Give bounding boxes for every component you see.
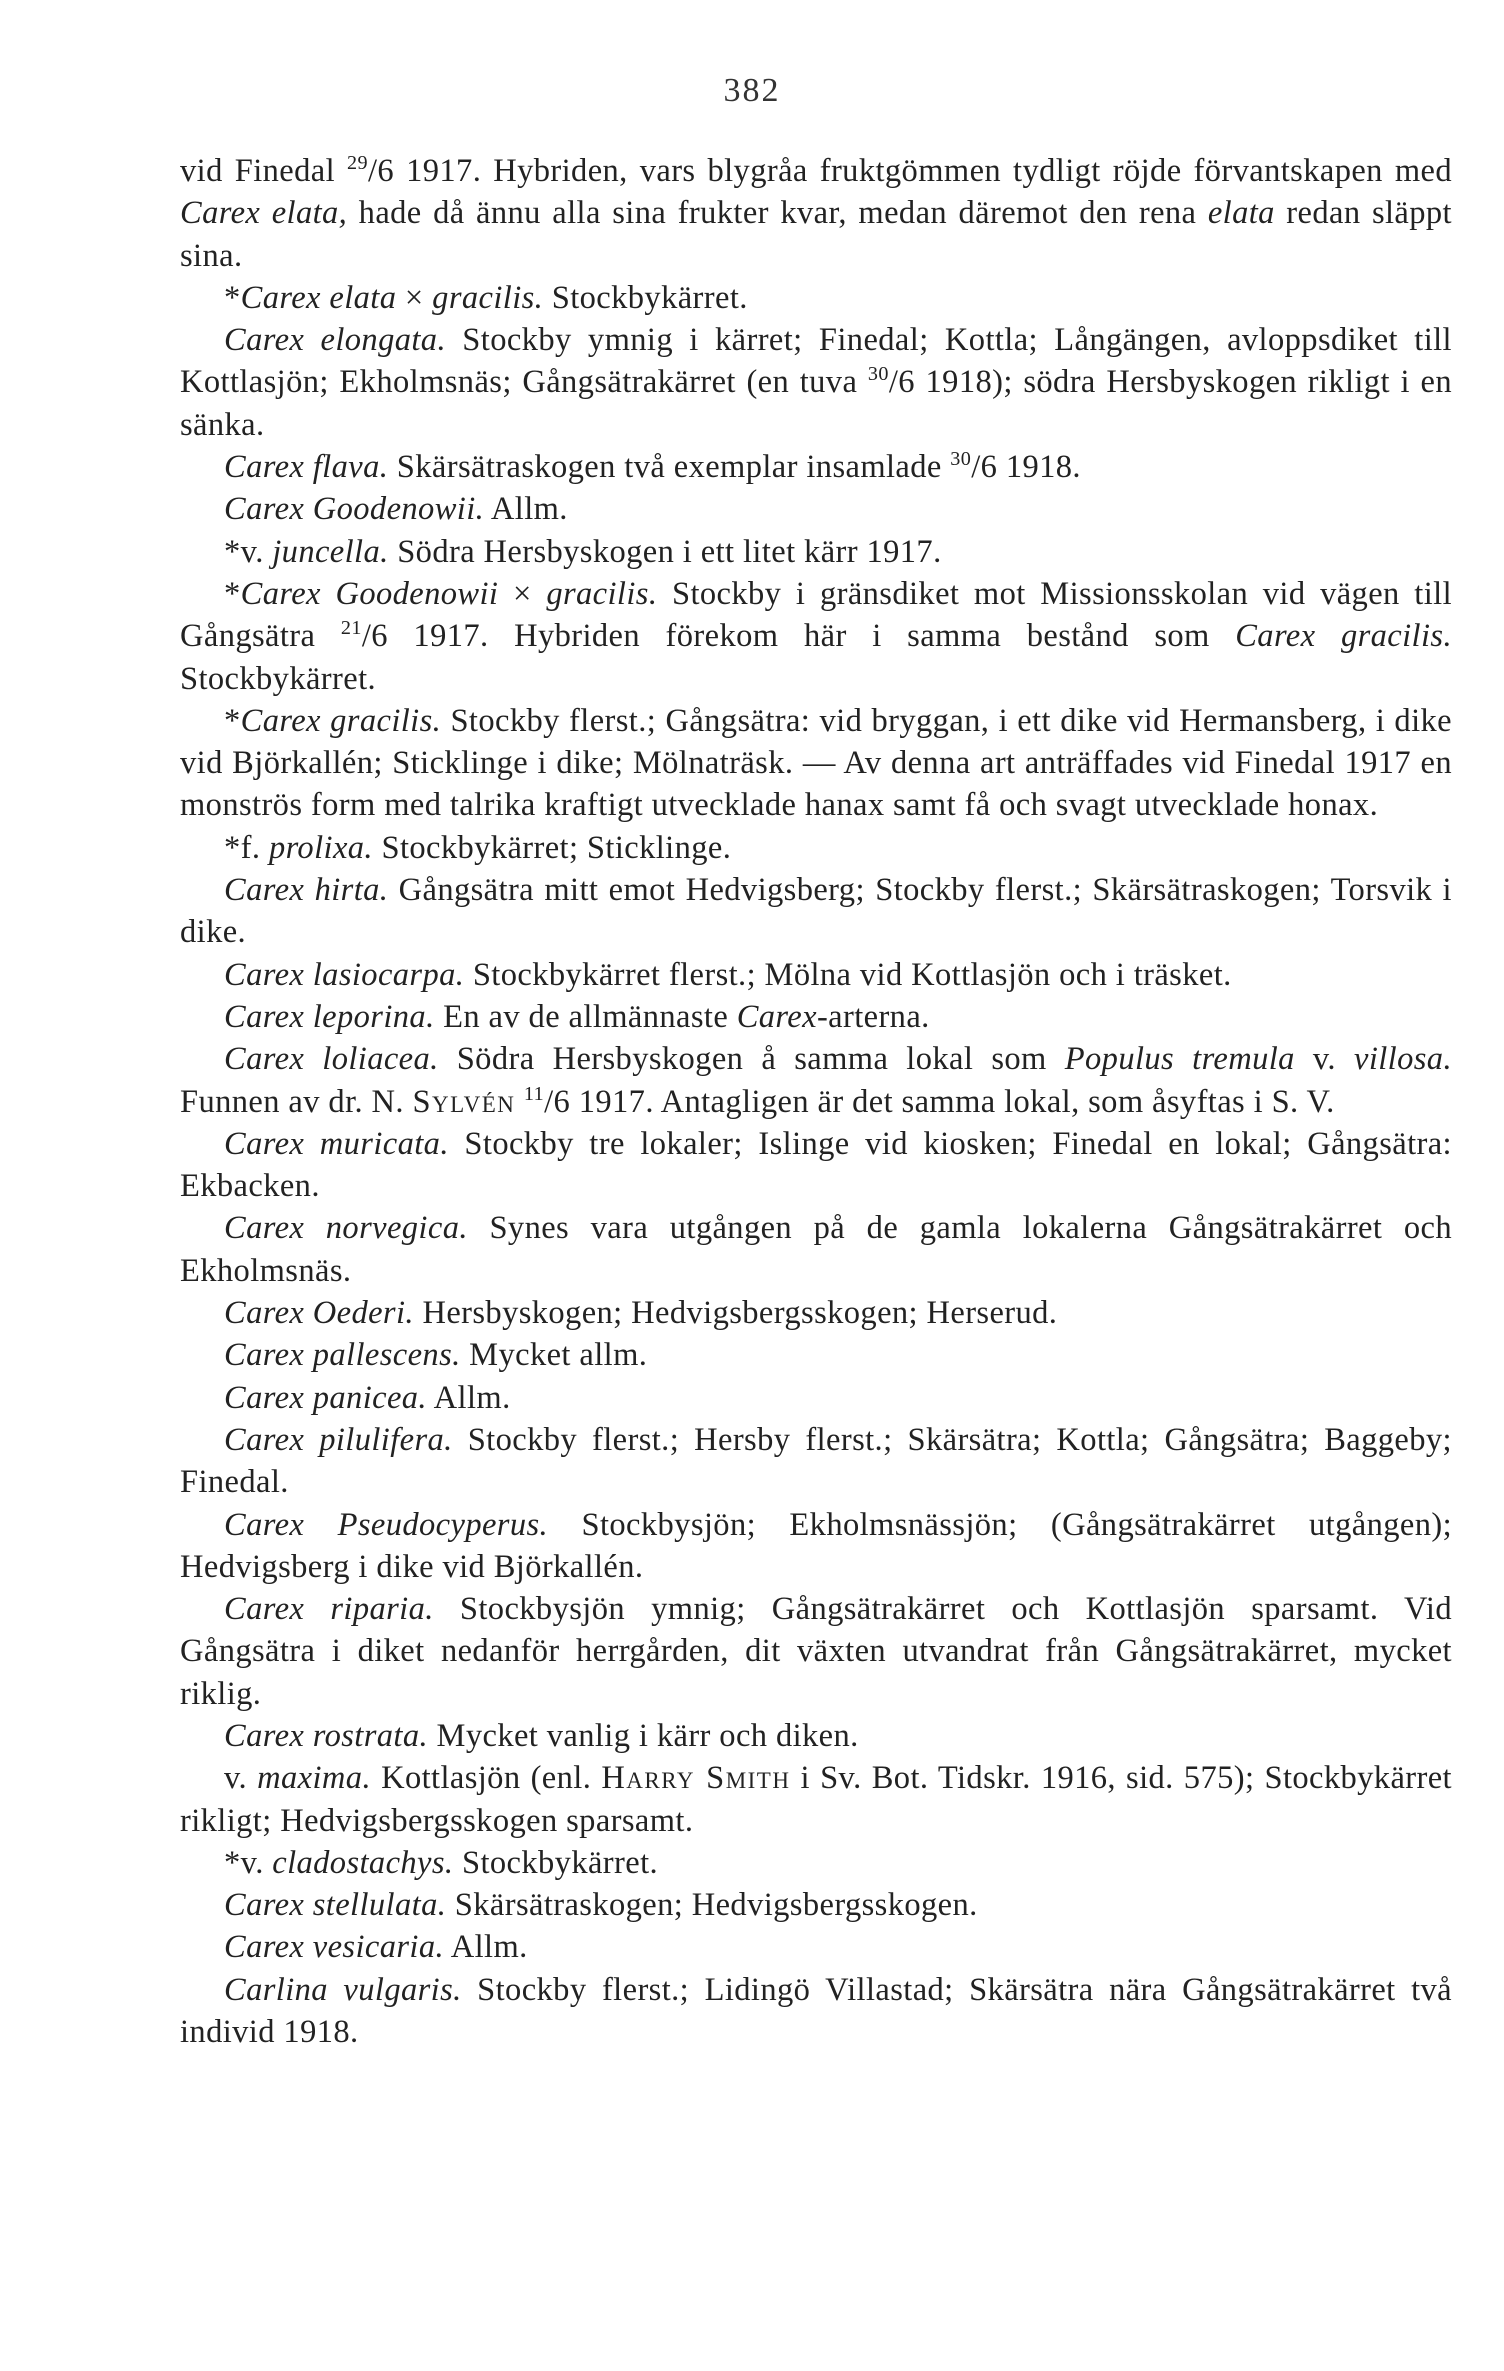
entry-text: /6 1917. Antagligen är det samma lokal, som åsyftas i S. V.	[544, 1083, 1335, 1120]
taxon-name: Carex pilulifera.	[224, 1421, 453, 1458]
entry-text: redan släppt sina.	[180, 195, 1452, 274]
entry-text: *v.	[224, 533, 273, 570]
entry-text: Kottlasjön (enl.	[370, 1760, 602, 1797]
taxon-name: Carex flava.	[224, 449, 389, 486]
taxon-name: Carex Oederi.	[224, 1295, 414, 1332]
entry-text: Skärsätraskogen två exemplar insamlade	[388, 449, 951, 486]
taxon-name: juncella.	[272, 533, 389, 570]
taxon-name: Carex loliacea.	[224, 1041, 439, 1078]
entry-text: Funnen av dr. N.	[180, 1083, 413, 1120]
taxon-name: maxima.	[257, 1760, 371, 1797]
entry-text: ×	[498, 575, 547, 612]
entry-text: Stockbysjön ymnig; Gångsätrakärret och Kottlasjön sparsamt. Vid Gångsätra i diket nedanför herrgården, dit växten utvandrat från Gångsätrakärret, mycket riklig.	[180, 1591, 1452, 1712]
taxon-name: Carex panicea.	[224, 1379, 427, 1416]
taxon-name: villosa.	[1354, 1041, 1452, 1078]
taxon-name: cladostachys.	[272, 1844, 454, 1881]
entry-text: Mycket allm.	[460, 1337, 648, 1374]
species-entry	[180, 1123, 1452, 1208]
taxon-name: Carex Goodenowii	[240, 575, 499, 612]
species-entry	[180, 1884, 1452, 1926]
taxon-name: Carex stellulata.	[224, 1887, 447, 1924]
entry-text: Stockby ymnig i kärret; Finedal; Kottla; Långängen, avloppsdiket till Kottlasjön; Ekholmsnäs; Gångsätrakärret (en tuva	[180, 322, 1452, 401]
entry-text: Stockby flerst.; Gångsätra: vid bryggan, i ett dike vid Hermansberg, i dike vid Björkallén; Sticklinge i dike; Mölnaträsk. — Av denna art anträffades vid Finedal 1917 en monströs form med talrika kraftigt utvecklade hanax samt få och svagt utvecklade honax.	[180, 702, 1452, 824]
entry-text: Allm.	[484, 491, 568, 528]
taxon-name: Carex lasiocarpa.	[224, 956, 465, 993]
page-number: 382	[723, 72, 781, 109]
entry-text: /6 1918.	[971, 449, 1081, 486]
entry-text: Stockbykärret flerst.; Mölna vid Kottlasjön och i träsket.	[464, 956, 1232, 993]
entry-text: Södra Hersbyskogen i ett litet kärr 1917.	[388, 533, 942, 570]
date-superscript: 29	[347, 152, 368, 175]
entry-text: Allm.	[444, 1929, 528, 1966]
entry-text: Gångsätra mitt emot Hedvigsberg; Stockby flerst.; Skärsätraskogen; Torsvik i dike.	[180, 872, 1452, 951]
entry-text: Synes vara utgången på de gamla lokalerna Gångsätrakärret och Ekholmsnäs.	[180, 1210, 1452, 1289]
taxon-name: Carex rostrata.	[224, 1717, 429, 1754]
taxon-name: Carex leporina.	[224, 998, 435, 1035]
taxon-name: gracilis.	[432, 279, 544, 316]
taxon-name: Carex gracilis.	[1235, 618, 1452, 655]
entry-text: Stockbykärret.	[453, 1844, 659, 1881]
entry-text: Stockby flerst.; Lidingö Villastad; Skärsätra nära Gångsätrakärret två individ 1918.	[180, 1971, 1452, 2051]
taxon-name: Carex hirta.	[224, 872, 389, 909]
entry-text: Stockbysjön; Ekholmsnässjön; (Gångsätrakärret utgången); Hedvigsberg i dike vid Björkallén.	[180, 1506, 1453, 1585]
entry-text: Stockby tre lokaler; Islinge vid kiosken; Finedal en lokal; Gångsätra: Ekbacken.	[180, 1125, 1452, 1205]
entry-text: Hersbyskogen; Hedvigsbergsskogen; Herserud.	[413, 1295, 1058, 1332]
taxon-name: elata	[1207, 195, 1275, 232]
date-superscript: 11	[523, 1082, 545, 1105]
species-entry	[180, 573, 1452, 700]
entry-text: ×	[396, 279, 433, 316]
entry-text: Stockbykärret.	[180, 660, 377, 697]
text-body	[180, 150, 1452, 2053]
entry-text: Skärsätraskogen; Hedvigsbergsskogen.	[446, 1887, 978, 1924]
entry-text: v.	[224, 1760, 258, 1797]
taxon-name: Carex elata,	[180, 195, 348, 232]
species-entry	[180, 1926, 1452, 1968]
taxon-name: prolixa.	[268, 829, 373, 866]
taxon-name: Carlina vulgaris.	[224, 1971, 462, 2008]
taxon-name: Carex	[736, 998, 817, 1035]
entry-text: -arterna.	[816, 998, 930, 1035]
entry-text: v.	[1294, 1041, 1354, 1078]
species-entry	[180, 1334, 1452, 1376]
taxon-name: Carex vesicaria.	[224, 1929, 444, 1966]
taxon-name: Carex norvegica.	[224, 1210, 468, 1247]
taxon-name: Carex elata	[240, 279, 397, 316]
species-entry	[180, 488, 1452, 530]
species-entry	[180, 954, 1452, 996]
species-entry	[180, 446, 1452, 488]
species-entry	[180, 1419, 1452, 1504]
entry-text: Södra Hersbyskogen å samma lokal som	[438, 1041, 1065, 1078]
entry-text: Mycket vanlig i kärr och diken.	[428, 1717, 859, 1754]
taxon-name: Carex riparia.	[224, 1591, 434, 1628]
taxon-name: Carex Goodenowii.	[224, 491, 485, 528]
entry-text: Allm.	[426, 1379, 511, 1416]
species-entry	[180, 1588, 1452, 1715]
species-entry	[180, 996, 1452, 1038]
entry-text: *	[224, 279, 241, 316]
entry-text: vid Finedal	[180, 153, 348, 189]
author-name: Harry Smith	[601, 1760, 791, 1797]
entry-text: Stockby i gränsdiket mot Missionsskolan vid vägen till Gångsätra	[180, 575, 1453, 655]
taxon-name: Carex Pseudocyperus.	[224, 1506, 549, 1543]
date-superscript: 30	[867, 363, 889, 386]
taxon-name: gracilis.	[546, 575, 658, 612]
entry-text: *	[224, 702, 241, 739]
author-name: Sylvén	[412, 1083, 516, 1120]
date-superscript: 21	[340, 617, 362, 640]
species-entry	[180, 1842, 1452, 1884]
species-entry	[180, 827, 1452, 869]
species-entry	[180, 1969, 1452, 2054]
species-entry	[180, 1292, 1452, 1334]
taxon-name: Carex gracilis.	[240, 702, 442, 739]
taxon-name: Populus tremula	[1064, 1041, 1295, 1078]
continued-paragraph	[180, 150, 1452, 277]
species-entry	[180, 1038, 1452, 1123]
taxon-name: Carex elongata.	[224, 322, 446, 359]
species-entry	[180, 1757, 1452, 1842]
species-entry	[180, 531, 1452, 573]
species-entry	[180, 1715, 1452, 1757]
species-entry	[180, 277, 1452, 319]
date-superscript: 30	[950, 448, 972, 471]
species-entry	[180, 869, 1452, 954]
entry-text: *	[224, 575, 241, 612]
entry-text	[515, 1084, 524, 1120]
entry-text: Stockbykärret.	[543, 279, 748, 316]
species-entry	[180, 319, 1452, 446]
entry-text: i Sv. Bot. Tidskr. 1916, sid. 575); Stockbykärret rikligt; Hedvigsbergsskogen sparsamt.	[180, 1760, 1452, 1839]
entry-text: En av de allmännaste	[434, 998, 737, 1035]
entry-text: /6 1917. Hybriden, vars blygråa fruktgömmen tydligt röjde förvantskapen med	[368, 153, 1452, 189]
entry-text: *f.	[224, 829, 269, 866]
taxon-name: Carex pallescens.	[224, 1337, 461, 1374]
entry-text: hade då ännu alla sina frukter kvar, medan däremot den rena	[347, 195, 1208, 232]
species-entry	[180, 1207, 1452, 1292]
species-entry	[180, 1504, 1452, 1589]
species-entry	[180, 700, 1452, 827]
entry-text: /6 1917. Hybriden förekom här i samma bestånd som	[361, 618, 1236, 655]
taxon-name: Carex muricata.	[224, 1125, 449, 1162]
entry-text: /6 1918); södra Hersbyskogen rikligt i en sänka.	[180, 364, 1452, 443]
species-entry	[180, 1377, 1452, 1419]
entry-text: Stockby flerst.; Hersby flerst.; Skärsätra; Kottla; Gångsätra; Baggeby; Finedal.	[180, 1421, 1452, 1501]
entry-text: *v.	[224, 1844, 273, 1881]
entry-text: Stockbykärret; Sticklinge.	[372, 829, 732, 866]
